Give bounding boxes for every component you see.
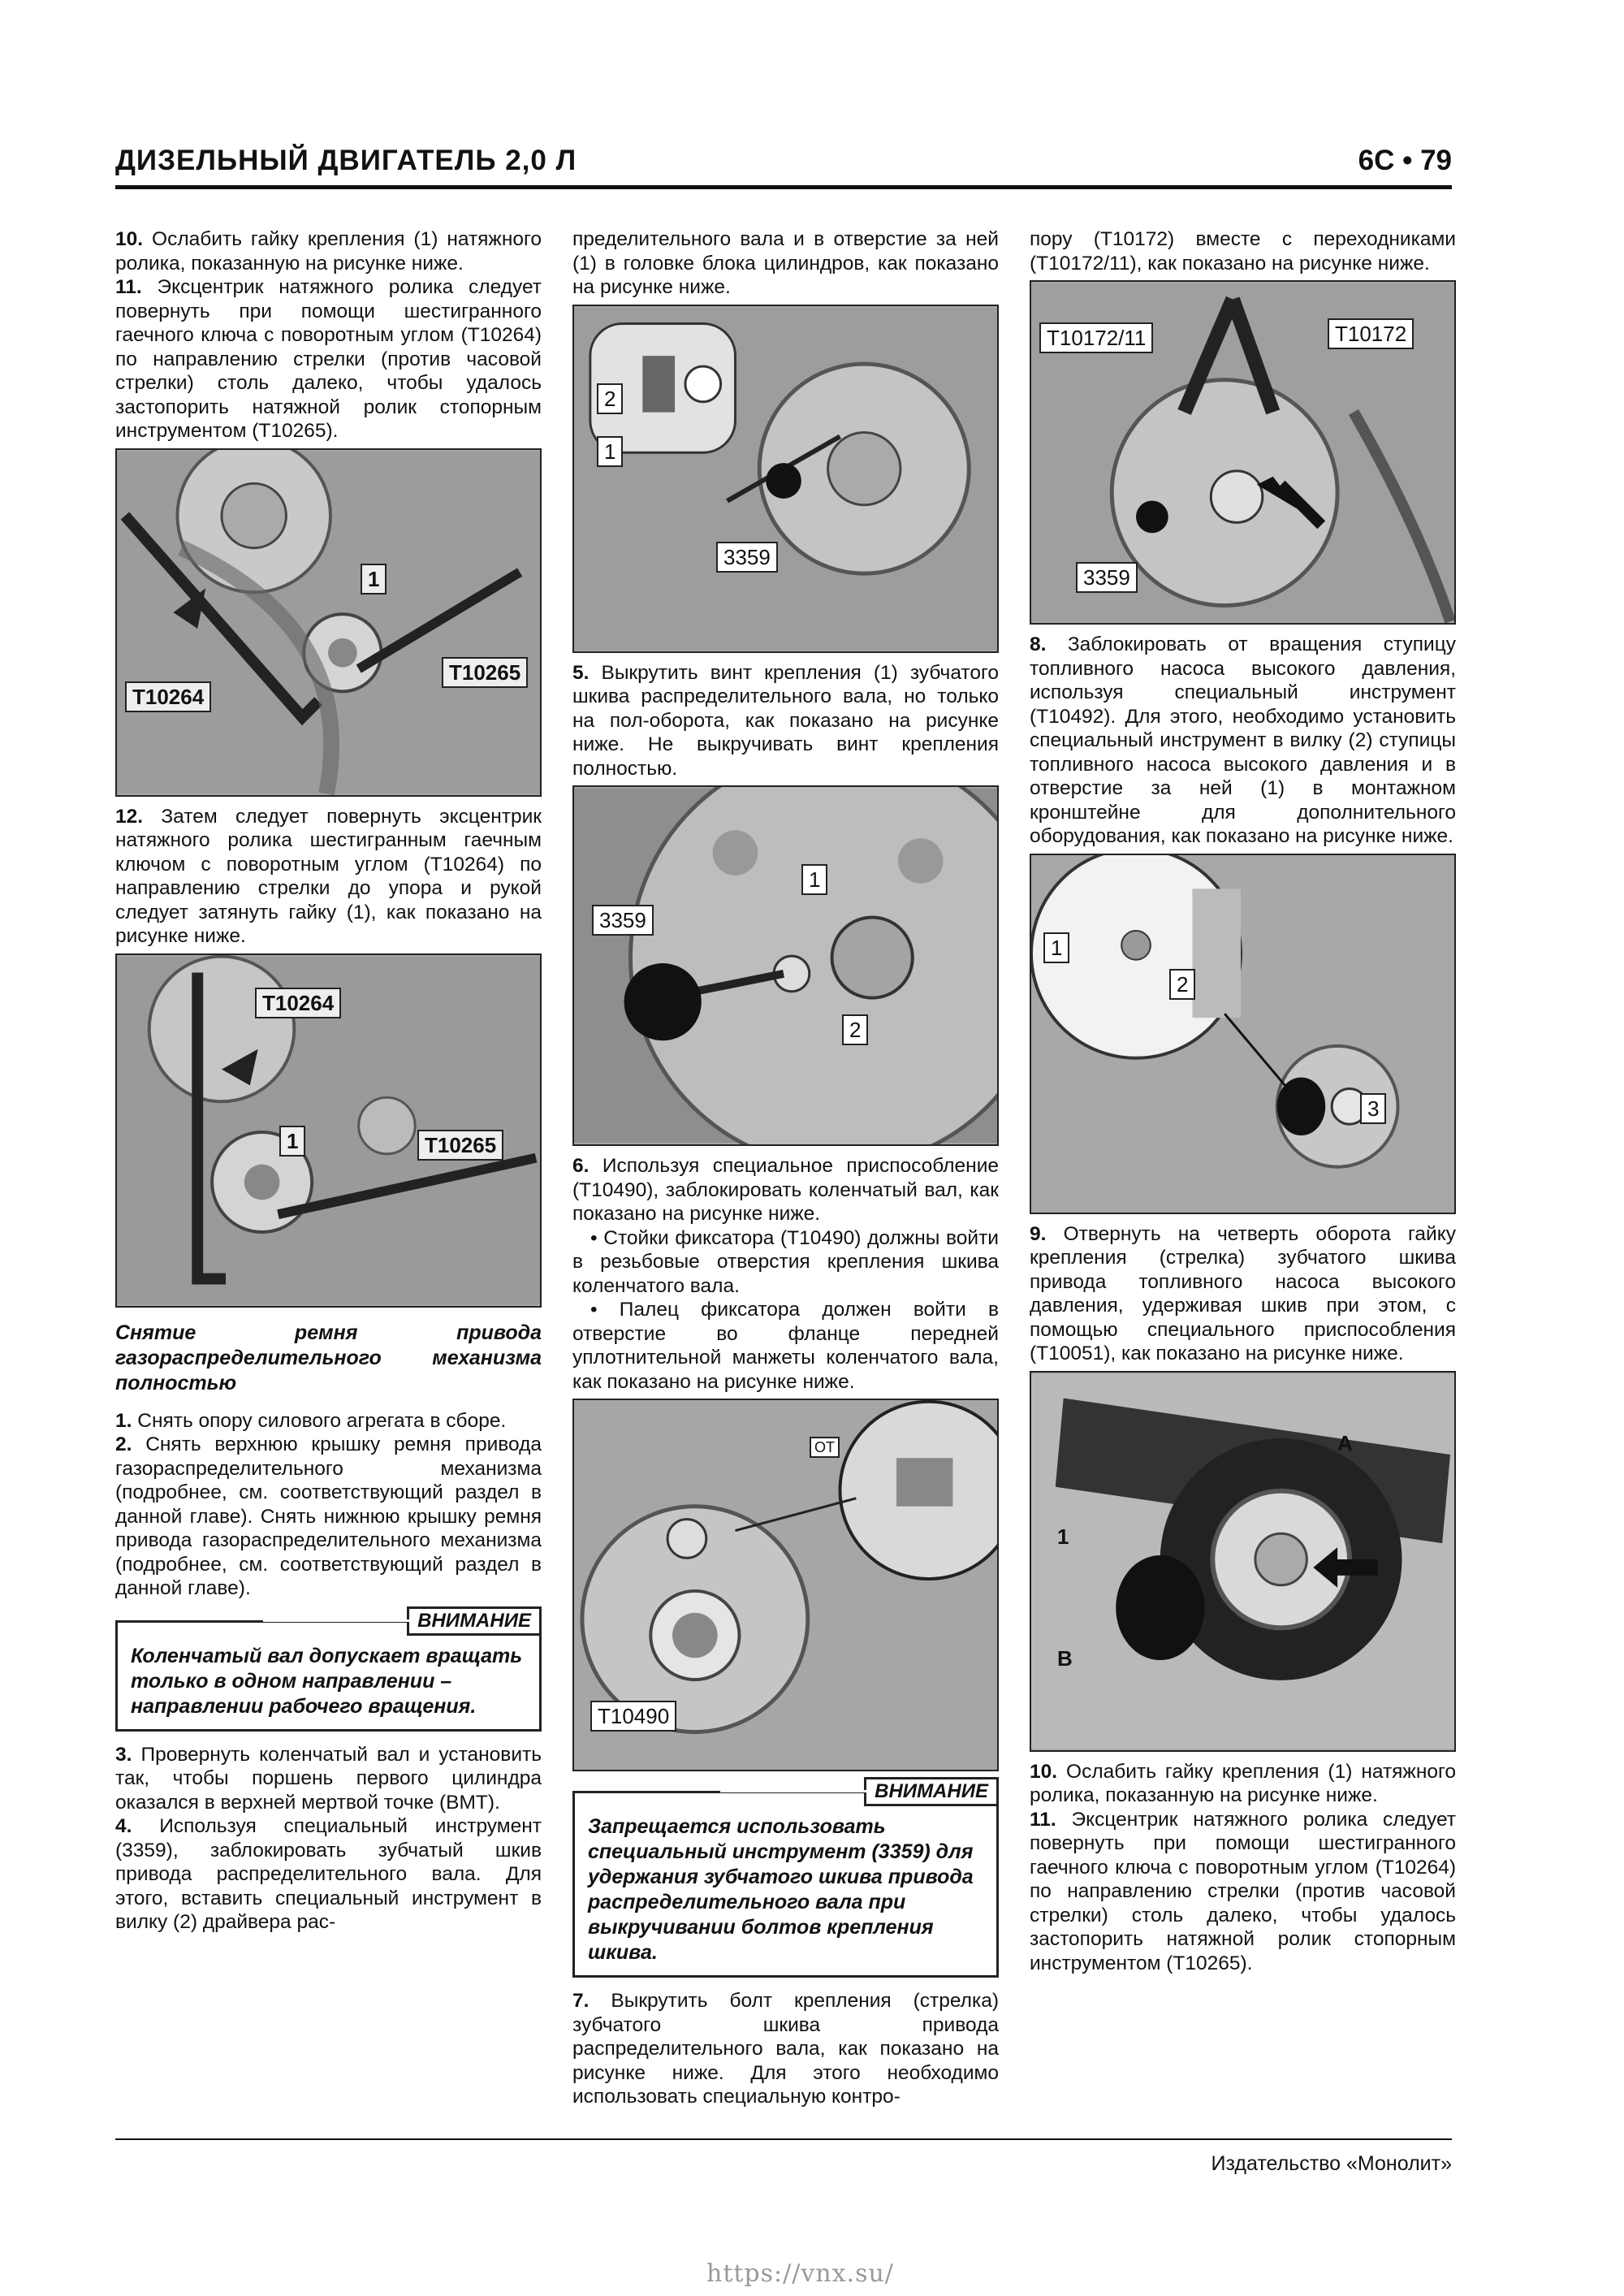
bullet-1: • Стойки фиксатора (T10490) должны войти в резьбовые отверстия крепления шкива коленчатого вала. — [572, 1226, 999, 1297]
substep-4: 4. Используя специальный инструмент (3359), заблокировать зубчатый шкив привода распределительного вала. Для этого, вставить специальный инструмент в вилку (2) драйвера рас- — [115, 1815, 542, 1933]
engine-photo-illustration — [574, 787, 997, 1144]
figure-label: T10490 — [590, 1701, 676, 1732]
step-8: 8. Заблокировать от вращения ступицу топливного насоса высокого давления, используя специальный инструмент (T10492). Для этого, необходимо установить специальный инструмент в вилку (2) ступицы топливного насоса высокого давления и в отверстие за ней (1) в монтажном кронштейне для дополнительного оборудования, как показано на рисунке ниже. — [1030, 633, 1456, 847]
step-5: 5. Выкрутить винт крепления (1) зубчатого шкива распределительного вала, но только на пол-оборота, как показано на рисунке ниже. Не выкручивать винт крепления полностью. — [572, 661, 999, 780]
figure-label: 3359 — [716, 542, 778, 573]
warning-tag: ВНИМАНИЕ — [864, 1777, 999, 1806]
footer-rule — [115, 2138, 1452, 2140]
figure-label: 2 — [1169, 969, 1195, 1000]
engine-photo-illustration — [117, 450, 540, 795]
figure-label: T10172 — [1328, 318, 1414, 349]
figure-crankshaft-lock — [572, 1399, 999, 1771]
figure-label: T10265 — [442, 657, 528, 688]
watermark-url: https://vnx.su/ — [706, 2259, 894, 2288]
figure-pump-sprocket-nut — [1030, 1371, 1456, 1752]
figure-label: 3 — [1360, 1093, 1386, 1124]
figure-counterhold — [1030, 280, 1456, 625]
engine-photo-illustration — [1031, 855, 1454, 1213]
figure-label: T10264 — [255, 988, 341, 1018]
figure-label: B — [1057, 1645, 1073, 1671]
figure-label: 1 — [597, 436, 623, 467]
figure-label: 3359 — [592, 905, 654, 936]
figure-label: T10172/11 — [1039, 322, 1153, 353]
engine-photo-illustration — [574, 306, 997, 651]
substep-1: 1. Снять опору силового агрегата в сборе. — [115, 1409, 507, 1432]
step-12: 12. Затем следует повернуть эксцентрик натяжного ролика шестигранным гаечным ключом с поворотным углом (T10264) по направлению стрелки до упора и рукой следует затянуть гайку (1), как показано на рисунке ниже. — [115, 805, 542, 947]
engine-photo-illustration — [1031, 1373, 1454, 1750]
warning-tag: ВНИМАНИЕ — [407, 1606, 542, 1636]
figure-label: 2 — [842, 1014, 868, 1045]
column-1 — [115, 227, 542, 1935]
figure-camshaft-bolt — [572, 785, 999, 1146]
figure-label: 1 — [1043, 932, 1069, 963]
section-title: Снятие ремня привода газораспределительного механизма полностью — [115, 1321, 542, 1394]
step-6: 6. Используя специальное приспособление (T10490), заблокировать коленчатый вал, как показано на рисунке ниже. — [572, 1155, 1000, 1225]
page-number: 6C • 79 — [1358, 145, 1452, 176]
warning-text: Запрещается использовать специальный инструмент (3359) для удержания зубчатого шкива привода распределительного вала при выкручивании болтов крепления шкива. — [588, 1815, 974, 1964]
continued-text: пору (T10172) вместе с переходниками (T10172/11), как показано на рисунке ниже. — [1030, 228, 1456, 275]
figure-label: T10264 — [125, 681, 211, 712]
figure-label: 1 — [361, 564, 387, 595]
warning-box — [115, 1609, 542, 1732]
header-rule — [115, 185, 1452, 189]
figure-pump-hub-lock — [1030, 854, 1456, 1214]
figure-camshaft-lock — [572, 305, 999, 653]
column-2 — [572, 227, 999, 2109]
step-7: 7. Выкрутить болт крепления (стрелка) зубчатого шкива привода распределительного вала, как показано на рисунке ниже. Для этого необходимо использовать специальную контро- — [572, 1990, 1000, 2108]
column-3 — [1030, 227, 1456, 1975]
figure-label: OT — [810, 1437, 840, 1458]
continued-text: пределительного вала и в отверстие за ней (1) в головке блока цилиндров, как показано на рисунке ниже. — [572, 228, 999, 298]
substep-3: 3. Провернуть коленчатый вал и установить так, чтобы поршень первого цилиндра оказался в верхней мертвой точке (ВМТ). — [115, 1743, 542, 1814]
figure-label: 2 — [597, 383, 623, 414]
bullet-2: • Палец фиксатора должен войти в отверстие во фланце передней уплотнительной манжеты коленчатого вала, как показано на рисунке ниже. — [572, 1299, 999, 1393]
warning-box — [572, 1780, 999, 1978]
step-10-repeat: 10. Ослабить гайку крепления (1) натяжного ролика, показанную на рисунке ниже. — [1030, 1760, 1457, 1806]
figure-tensioner-2 — [115, 953, 542, 1308]
step-9: 9. Отвернуть на четверть оборота гайку крепления (стрелка) зубчатого шкива привода топливного насоса высокого давления, удерживая шкив при этом, с помощью специального приспособления (T10051), как показано на рисунке ниже. — [1030, 1222, 1456, 1364]
figure-tensioner-1 — [115, 448, 542, 797]
figure-label: 1 — [1057, 1524, 1069, 1549]
publisher: Издательство «Монолит» — [1211, 2152, 1452, 2175]
figure-label: 1 — [801, 864, 827, 895]
figure-label: 3359 — [1076, 562, 1138, 593]
warning-text: Коленчатый вал допускает вращать только в одном направлении – направлении рабочего вращения. — [131, 1644, 523, 1718]
figure-label: T10265 — [417, 1130, 503, 1161]
figure-label: A — [1337, 1430, 1353, 1455]
running-header-title: ДИЗЕЛЬНЫЙ ДВИГАТЕЛЬ 2,0 Л — [115, 145, 577, 176]
substep-2: 2. Снять верхнюю крышку ремня привода газораспределительного механизма (подробнее, см. соответствующий раздел в данной главе). Снять нижнюю крышку ремня привода газораспределительного механизма (подробнее, см. соответствующий раздел в данной главе). — [115, 1433, 542, 1599]
step-10: 10. Ослабить гайку крепления (1) натяжного ролика, показанную на рисунке ниже. — [115, 228, 542, 275]
step-11: 11. Эксцентрик натяжного ролика следует повернуть при помощи шестигранного гаечного ключа с поворотным углом (T10264) по направлению стрелки (против часовой стрелки) столь далеко, чтобы удалось застопорить натяжной ролик стопорным инструментом (T10265). — [115, 276, 542, 442]
step-11-repeat: 11. Эксцентрик натяжного ролика следует повернуть при помощи шестигранного гаечного ключа с поворотным углом (T10264) по направлению стрелки (против часовой стрелки) столь далеко, чтобы удалось застопорить натяжной ролик стопорным инструментом (T10265). — [1030, 1808, 1456, 1974]
figure-label: 1 — [279, 1126, 305, 1157]
